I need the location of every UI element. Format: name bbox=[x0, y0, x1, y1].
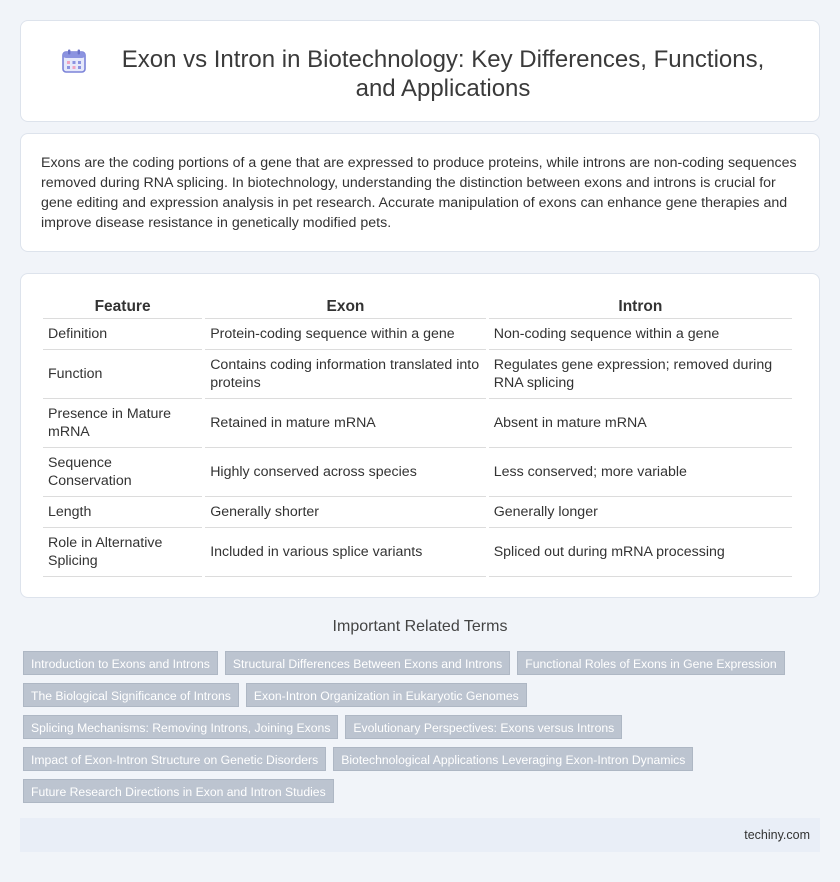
comparison-table bbox=[40, 296, 795, 577]
cell-feature: Definition bbox=[43, 319, 202, 350]
table-row bbox=[43, 399, 792, 448]
header-intron: Intron bbox=[489, 296, 792, 319]
related-term-tag[interactable]: Exon-Intron Organization in Eukaryotic Genomes bbox=[246, 683, 527, 707]
header-card bbox=[20, 20, 820, 122]
cell-exon: Included in various splice variants bbox=[205, 528, 486, 577]
comparison-card bbox=[20, 273, 820, 598]
cell-feature: Length bbox=[43, 497, 202, 528]
cell-intron: Absent in mature mRNA bbox=[489, 399, 792, 448]
related-term-tag[interactable]: Evolutionary Perspectives: Exons versus Introns bbox=[345, 715, 622, 739]
table-row bbox=[43, 528, 792, 577]
title-row bbox=[21, 21, 819, 103]
footer bbox=[20, 818, 820, 852]
related-term-tag[interactable]: Impact of Exon-Intron Structure on Genetic Disorders bbox=[23, 747, 326, 771]
related-terms-list bbox=[23, 651, 813, 803]
related-term-tag[interactable]: Introduction to Exons and Introns bbox=[23, 651, 218, 675]
related-term-tag[interactable]: Biotechnological Applications Leveraging Exon-Intron Dynamics bbox=[333, 747, 693, 771]
cell-exon: Protein-coding sequence within a gene bbox=[205, 319, 486, 350]
cell-exon: Retained in mature mRNA bbox=[205, 399, 486, 448]
table-header-row bbox=[43, 296, 792, 319]
cell-intron: Less conserved; more variable bbox=[489, 448, 792, 497]
table-row bbox=[43, 497, 792, 528]
table-row bbox=[43, 350, 792, 399]
cell-feature: Sequence Conservation bbox=[43, 448, 202, 497]
table-row bbox=[43, 319, 792, 350]
related-term-tag[interactable]: Functional Roles of Exons in Gene Expression bbox=[517, 651, 784, 675]
cell-intron: Generally longer bbox=[489, 497, 792, 528]
related-term-tag[interactable]: Structural Differences Between Exons and Introns bbox=[225, 651, 510, 675]
cell-exon: Generally shorter bbox=[205, 497, 486, 528]
header-feature: Feature bbox=[43, 296, 202, 319]
page-title: Exon vs Intron in Biotechnology: Key Differences, Functions, and Applications bbox=[121, 46, 765, 102]
cell-feature: Function bbox=[43, 350, 202, 399]
cell-exon: Highly conserved across species bbox=[205, 448, 486, 497]
intro-paragraph: Exons are the coding portions of a gene that are expressed to produce proteins, while introns are non-coding sequences removed during RNA splicing. In biotechnology, understanding the distinction between exons and introns is crucial for gene editing and expression analysis in pet research. Accurate manipulation of exons can enhance gene therapies and improve disease resistance in genetically modified pets. bbox=[41, 155, 797, 231]
cell-exon: Contains coding information translated into proteins bbox=[205, 350, 486, 399]
related-term-tag[interactable]: Future Research Directions in Exon and Intron Studies bbox=[23, 779, 334, 803]
cell-feature: Presence in Mature mRNA bbox=[43, 399, 202, 448]
footer-site-link[interactable]: techiny.com bbox=[744, 828, 810, 842]
cell-feature: Role in Alternative Splicing bbox=[43, 528, 202, 577]
cell-intron: Spliced out during mRNA processing bbox=[489, 528, 792, 577]
cell-intron: Non-coding sequence within a gene bbox=[489, 319, 792, 350]
intro-card bbox=[20, 133, 820, 252]
cell-intron: Regulates gene expression; removed during RNA splicing bbox=[489, 350, 792, 399]
header-exon: Exon bbox=[205, 296, 486, 319]
related-term-tag[interactable]: Splicing Mechanisms: Removing Introns, Joining Exons bbox=[23, 715, 338, 739]
related-terms-heading: Important Related Terms bbox=[332, 618, 508, 635]
calendar-icon bbox=[61, 48, 87, 74]
related-term-tag[interactable]: The Biological Significance of Introns bbox=[23, 683, 239, 707]
table-row bbox=[43, 448, 792, 497]
